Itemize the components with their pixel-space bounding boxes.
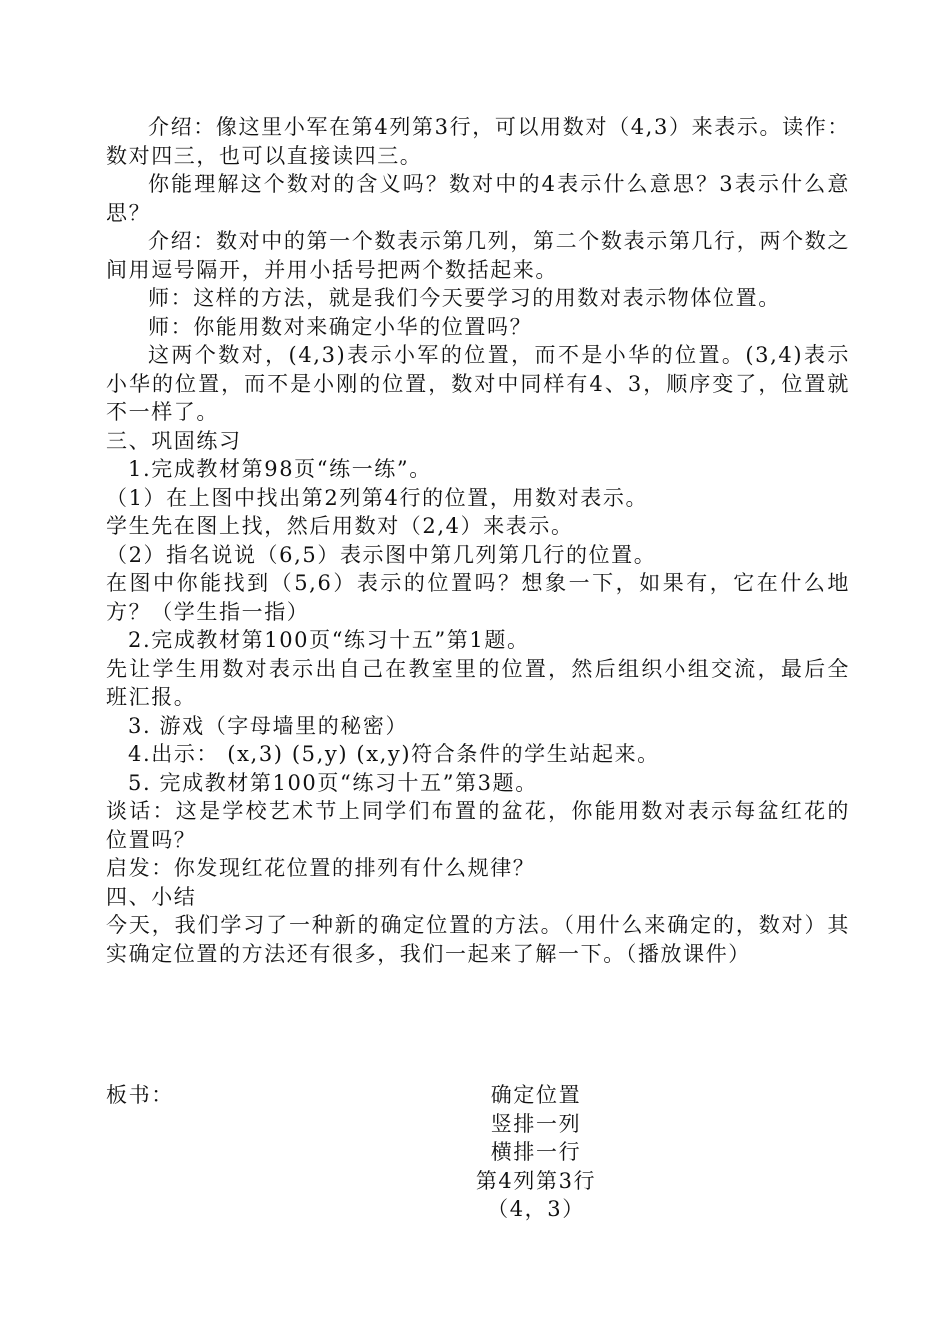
practice-item-2: 2.完成教材第100页“练习十五”第1题。 (128, 628, 530, 652)
practice-inspiration: 启发：你发现红花位置的排列有什么规律？ (106, 856, 536, 880)
paragraph-intro-definition: 介绍：数对中的第一个数表示第几列，第二个数表示第几行，两个数之间用逗号隔开，并用小括号把两个数括起来。 (106, 229, 850, 282)
paragraph-order-explanation: 这两个数对，(4,3)表示小军的位置，而不是小华的位置。(3,4)表示小华的位置，而不是小刚的位置，数对中同样有4、3，顺序变了，位置就不一样了。 (106, 343, 850, 424)
paragraph-teacher-question: 师：你能用数对来确定小华的位置吗？ (148, 314, 533, 339)
board-line-position: 第4列第3行 (475, 1168, 597, 1193)
summary-text: 今天，我们学习了一种新的确定位置的方法。（用什么来确定的，数对）其实确定位置的方法还有很多，我们一起来了解一下。（播放课件） (106, 913, 850, 966)
section-heading-practice: 三、巩固练习 (106, 428, 242, 453)
practice-subitem-1: （1）在上图中找出第2列第4行的位置，用数对表示。 (106, 485, 649, 510)
board-label: 板书： (106, 1083, 174, 1107)
practice-item-4: 4.出示： (x,3) (5,y) (x,y)符合条件的学生站起来。 (128, 742, 660, 766)
practice-note-2: 在图中你能找到（5,6）表示的位置吗？想象一下，如果有，它在什么地方？（学生指一指） (106, 571, 850, 624)
paragraph-teacher-method: 师：这样的方法，就是我们今天要学习的用数对表示物体位置。 (148, 286, 781, 310)
practice-item-1: 1.完成教材第98页“练一练”。 (128, 457, 432, 481)
section-heading-summary: 四、小结 (106, 884, 197, 909)
practice-item-3: 3. 游戏（字母墙里的秘密） (128, 713, 409, 738)
practice-note-3: 先让学生用数对表示出自己在教室里的位置，然后组织小组交流，最后全班汇报。 (106, 656, 850, 709)
paragraph-intro-pair: 介绍：像这里小军在第4列第3行，可以用数对（4,3）来表示。读作：数对四三，也可以直接读四三。 (106, 115, 850, 168)
board-line-row: 横排一行 (490, 1140, 582, 1164)
board-line-title: 确定位置 (490, 1083, 582, 1107)
practice-item-5: 5. 完成教材第100页“练习十五”第3题。 (128, 770, 538, 795)
board-line-column: 竖排一列 (490, 1111, 582, 1136)
lesson-text (106, 113, 850, 968)
practice-subitem-2: （2）指名说说（6,5）表示图中第几列第几行的位置。 (106, 542, 657, 567)
practice-note-1: 学生先在图上找，然后用数对（2,4）来表示。 (106, 514, 574, 538)
board-content (386, 1081, 686, 1224)
paragraph-question-meaning: 你能理解这个数对的含义吗？数对中的4表示什么意思？3表示什么意思？ (106, 172, 850, 225)
board-line-pair: （4，3） (487, 1197, 585, 1221)
practice-dialogue: 谈话：这是学校艺术节上同学们布置的盆花，你能用数对表示每盆红花的位置吗？ (106, 799, 850, 852)
